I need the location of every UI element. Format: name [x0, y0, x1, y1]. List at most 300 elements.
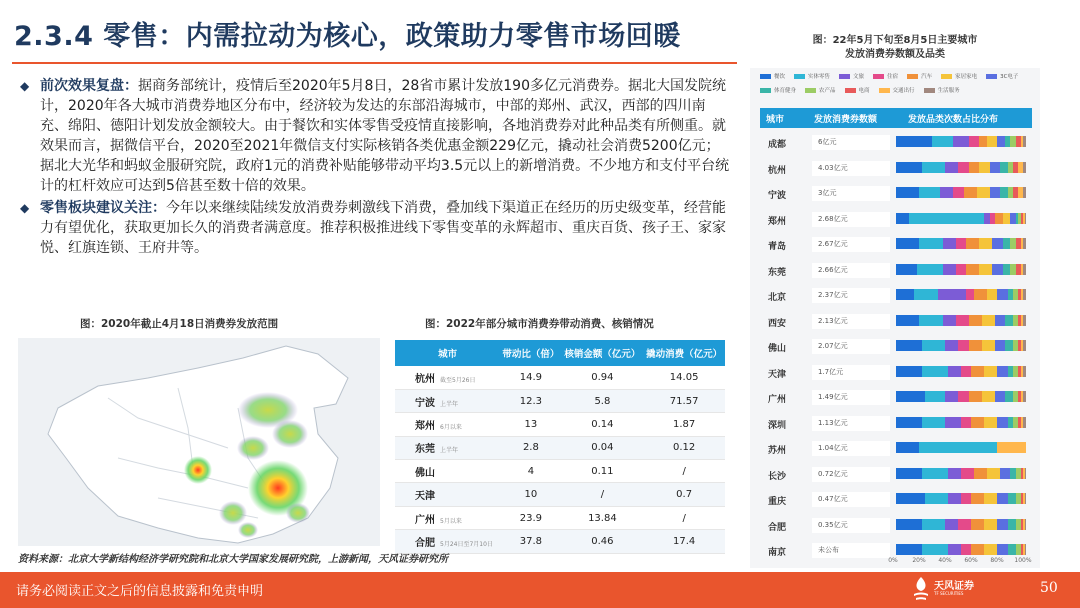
bar-segment — [945, 519, 958, 530]
chart-category-label: 合肥 — [767, 522, 786, 533]
chart-amount-label: 2.67亿元 — [812, 237, 890, 252]
x-tick-label: 20% — [912, 557, 926, 564]
bar-segment — [917, 264, 943, 275]
bar-segment — [956, 264, 966, 275]
bar-segment — [971, 366, 984, 377]
x-tick-label: 80% — [990, 557, 1004, 564]
chart-category-label: 佛山 — [767, 344, 786, 354]
bar-segment — [984, 519, 997, 530]
bar-segment — [964, 187, 977, 198]
heat-map — [18, 338, 380, 546]
right-header-share: 发放品类次数占比分布 — [908, 115, 999, 125]
bar-segment — [938, 289, 967, 300]
bar-segment — [974, 468, 987, 479]
map-caption: 图：2020年截止4月18日消费券发放范围 — [80, 318, 279, 330]
chart-category-label: 西安 — [767, 318, 786, 329]
legend-swatch — [986, 74, 997, 79]
bar-segment — [896, 315, 919, 326]
bar-segment — [1023, 136, 1026, 147]
bar-segment — [974, 289, 987, 300]
table-cell-verified: 0.11 — [562, 460, 644, 483]
bar-segment — [922, 544, 948, 555]
bar-segment — [1008, 519, 1016, 530]
chart-category-label: 长沙 — [767, 471, 786, 482]
bullet-text: 据商务部统计，疫情后至2020年5月8日，28省市累计发放190多亿元消费券。据北大国发院统计，2020年各大城市消费券地区分布中，经济较为发达的东部沿海城市，中部的郑州、武汉，西部的四川南充、绵阳、德阳计划发放金额较大。由于餐饮和实体零售受疫情直接影响，各地消费券对此种品类有所侧重。就效果而言，据微信平台，2020至2021年微信支付实际核销各类优惠金额229亿元，撬动社会消费5200亿元；据北大光华和蚂蚁金服研究院，政府1元的消费补贴能够带动平均3.5元以上的新增消费。不少地方和支付平台统计的杠杆效应可达到5倍甚至数十倍的效果。 — [40, 78, 730, 194]
bar-segment — [922, 162, 945, 173]
bar-segment — [1023, 162, 1026, 173]
bar-segment — [997, 544, 1007, 555]
bar-segment — [958, 162, 968, 173]
bar-segment — [958, 340, 968, 351]
chart-amount-label: 1.13亿元 — [812, 416, 890, 431]
table-row — [395, 389, 725, 412]
bar-segment — [948, 493, 961, 504]
chart-amount-label: 未公布 — [812, 543, 890, 558]
bar-segment — [956, 315, 969, 326]
chart-amount-label: 0.72亿元 — [812, 467, 890, 482]
bullet-heading: 零售板块建议关注： — [40, 200, 166, 216]
chart-row — [760, 309, 1032, 335]
legend-swatch — [760, 88, 771, 93]
table-cell-city — [395, 389, 500, 412]
city-name: 广州 — [415, 514, 435, 526]
table-header-row — [395, 340, 725, 366]
bar-segment — [953, 136, 969, 147]
bar-segment — [1025, 493, 1026, 504]
brand-name-en: TF SECURITIES — [934, 591, 964, 596]
stacked-bar — [896, 417, 1026, 428]
legend-swatch — [760, 74, 771, 79]
chart-row — [760, 513, 1032, 539]
table-header-verified: 核销金额（亿元） — [562, 340, 644, 366]
chart-category-label: 南京 — [767, 548, 786, 558]
table-cell-ratio: 12.3 — [500, 389, 561, 412]
x-tick-label: 60% — [964, 557, 978, 564]
chart-amount-label: 0.35亿元 — [812, 518, 890, 533]
city-period-note: 上半年 — [440, 400, 459, 408]
bar-segment — [971, 417, 984, 428]
table-cell-leverage: / — [643, 460, 725, 483]
legend-entry — [845, 86, 870, 94]
legend-label: 汽车 — [921, 74, 933, 80]
bar-segment — [992, 264, 1002, 275]
bar-segment — [984, 493, 997, 504]
bar-segment — [961, 544, 971, 555]
legend-label: 文旅 — [853, 74, 865, 80]
stacked-bar — [896, 519, 1026, 530]
chart-row — [760, 258, 1032, 284]
chart-row — [760, 181, 1032, 207]
chart-category-label: 深圳 — [767, 420, 786, 431]
stacked-bar — [896, 289, 1026, 300]
bullet-item — [18, 198, 730, 258]
bar-segment — [995, 340, 1005, 351]
chart-row — [760, 360, 1032, 386]
chart-row — [760, 385, 1032, 411]
chart-amount-label: 4.03亿元 — [812, 161, 890, 176]
bar-segment — [1023, 289, 1026, 300]
bar-segment — [896, 187, 919, 198]
bar-segment — [945, 417, 961, 428]
stacked-bar — [896, 264, 1026, 275]
bar-segment — [896, 366, 922, 377]
chart-row — [760, 334, 1032, 360]
bar-segment — [896, 136, 932, 147]
bar-segment — [896, 468, 922, 479]
bar-segment — [922, 519, 945, 530]
city-name: 东莞 — [415, 444, 435, 456]
bar-segment — [1000, 162, 1008, 173]
table-cell-verified: 0.14 — [562, 413, 644, 436]
city-period-note: 截至5月26日 — [440, 376, 476, 384]
table-cell-leverage: 14.05 — [643, 366, 725, 389]
bar-segment — [971, 519, 984, 530]
bar-segment — [1023, 340, 1026, 351]
bar-segment — [1023, 417, 1026, 428]
chart-amount-label: 2.07亿元 — [812, 339, 890, 354]
legend-swatch — [839, 74, 850, 79]
footer-bar — [0, 572, 1080, 608]
bar-segment — [1023, 391, 1026, 402]
table-cell-leverage: 0.12 — [643, 436, 725, 459]
table-row — [395, 366, 725, 389]
chart-amount-label: 0.47亿元 — [812, 492, 890, 507]
bar-segment — [943, 315, 956, 326]
table-row — [395, 483, 725, 506]
bar-segment — [1025, 519, 1026, 530]
right-header-amount: 发放消费券数额 — [814, 115, 878, 125]
bar-segment — [987, 136, 997, 147]
legend-entry — [839, 72, 864, 80]
chart-amount-label: 2.68亿元 — [812, 212, 890, 227]
legend-entry — [794, 72, 830, 80]
stacked-bar — [896, 136, 1026, 147]
bar-segment — [925, 391, 946, 402]
bar-segment — [919, 238, 942, 249]
table-cell-verified: 0.04 — [562, 436, 644, 459]
right-caption-line: 图：22年5月下旬至8月5日主要城市 — [812, 35, 978, 46]
bar-segment — [932, 136, 953, 147]
bar-segment — [969, 136, 979, 147]
bar-segment — [1005, 391, 1013, 402]
right-chart-caption — [780, 34, 1010, 62]
legend-label: 电商 — [858, 88, 870, 94]
bar-segment — [1008, 544, 1016, 555]
city-period-note: 上半年 — [440, 447, 459, 455]
city-name: 天津 — [415, 491, 435, 503]
city-name: 郑州 — [415, 420, 435, 432]
bar-segment — [945, 391, 958, 402]
chart-amount-label: 2.13亿元 — [812, 314, 890, 329]
bar-segment — [948, 544, 961, 555]
source-note: 资料来源：北京大学新结构经济学研究院和北京大学国家发展研究院，上游新闻，天风证券研究所 — [18, 554, 448, 565]
bar-segment — [961, 366, 971, 377]
table-cell-city — [395, 436, 500, 459]
bar-segment — [969, 340, 982, 351]
bar-segment — [896, 519, 922, 530]
legend-swatch — [941, 74, 952, 79]
table-header-leverage: 撬动消费（亿元） — [643, 340, 725, 366]
bar-segment — [958, 519, 971, 530]
bar-segment — [896, 493, 925, 504]
legend-label: 实体零售 — [808, 74, 831, 80]
bar-segment — [995, 213, 1003, 224]
chart-category-label: 苏州 — [767, 446, 786, 456]
bar-segment — [1023, 264, 1026, 275]
bullet-list — [18, 76, 730, 260]
bar-segment — [992, 238, 1002, 249]
bar-segment — [896, 417, 922, 428]
legend-label: 3C电子 — [1000, 74, 1019, 80]
bar-segment — [1023, 366, 1026, 377]
bar-segment — [1005, 340, 1013, 351]
bar-segment — [1003, 264, 1011, 275]
chart-category-label: 东莞 — [767, 267, 786, 278]
chart-category-label: 天津 — [767, 369, 786, 380]
chart-category-label: 宁波 — [767, 191, 786, 201]
table-cell-leverage: 71.57 — [643, 389, 725, 412]
bar-segment — [997, 417, 1007, 428]
table-cell-ratio: 2.8 — [500, 436, 561, 459]
bar-segment — [896, 289, 914, 300]
bar-segment — [896, 238, 919, 249]
legend-entry — [873, 72, 898, 80]
bullet-heading: 前次效果复盘： — [40, 78, 138, 94]
bar-segment — [919, 315, 942, 326]
bar-segment — [984, 544, 997, 555]
table-cell-verified: 0.94 — [562, 366, 644, 389]
right-chart-header — [760, 108, 1032, 128]
legend-label: 家居家电 — [955, 74, 978, 80]
table-cell-city — [395, 483, 500, 506]
chart-category-label: 重庆 — [767, 497, 786, 507]
bar-segment — [922, 366, 948, 377]
bar-segment — [997, 366, 1007, 377]
brand-name: 天风证券 — [934, 581, 974, 592]
table-header-ratio: 带动比（倍） — [500, 340, 561, 366]
bar-segment — [914, 289, 937, 300]
bar-segment — [896, 544, 922, 555]
table-cell-leverage: 0.7 — [643, 483, 725, 506]
bar-segment — [971, 493, 984, 504]
table-header-city: 城市 — [395, 340, 500, 366]
chart-amount-label: 1.49亿元 — [812, 390, 890, 405]
bar-segment — [945, 340, 958, 351]
table-cell-verified: 5.8 — [562, 389, 644, 412]
stacked-bar — [896, 391, 1026, 402]
chart-row — [760, 462, 1032, 488]
chart-row — [760, 411, 1032, 437]
legend-label: 生活服务 — [937, 88, 960, 94]
bar-segment — [896, 162, 922, 173]
bar-segment — [982, 340, 995, 351]
bar-segment — [997, 289, 1007, 300]
bar-segment — [966, 289, 974, 300]
table-cell-ratio: 13 — [500, 413, 561, 436]
bullet-text: 今年以来继续陆续发放消费券刺激线下消费，叠加线下渠道正在经历的历史级变革，经营能力有望优化，获取更加长久的消费者满意度。推荐积极推进线下零售变革的永辉超市、重庆百货、孩子王、家家悦、红旗连锁、王府井等。 — [40, 200, 726, 256]
legend-entry — [760, 72, 785, 80]
chart-x-axis — [888, 557, 1032, 567]
bar-segment — [997, 519, 1007, 530]
bar-segment — [896, 264, 917, 275]
bar-segment — [984, 417, 997, 428]
bar-segment — [990, 187, 1000, 198]
bar-segment — [984, 366, 997, 377]
legend-label: 交通出行 — [892, 88, 915, 94]
table-cell-verified: 13.84 — [562, 506, 644, 529]
stacked-bar — [896, 493, 1026, 504]
diamond-icon: ◆ — [20, 201, 30, 215]
bar-segment — [1023, 238, 1026, 249]
bar-segment — [922, 340, 945, 351]
page-number: 50 — [1040, 580, 1058, 596]
chart-row — [760, 487, 1032, 513]
table-cell-city — [395, 366, 500, 389]
title-rule — [12, 62, 737, 64]
city-name: 佛山 — [415, 467, 435, 479]
legend-label: 住宿 — [887, 74, 899, 80]
bullet-item — [18, 76, 730, 196]
legend-swatch — [907, 74, 918, 79]
bar-segment — [919, 442, 997, 453]
stacked-bar — [896, 213, 1026, 224]
chart-row — [760, 130, 1032, 156]
chart-amount-label: 6亿元 — [812, 135, 890, 150]
chart-category-label: 杭州 — [767, 165, 786, 176]
table-caption: 图：2022年部分城市消费券带动消费、核销情况 — [425, 318, 654, 330]
bar-segment — [943, 264, 956, 275]
brand-logo — [912, 576, 974, 606]
bar-segment — [979, 162, 989, 173]
legend-swatch — [924, 88, 935, 93]
chart-legend — [760, 72, 1036, 100]
city-consumption-table — [395, 340, 725, 554]
bar-segment — [1008, 493, 1016, 504]
legend-swatch — [805, 88, 816, 93]
bar-segment — [909, 213, 984, 224]
bar-segment — [1000, 187, 1008, 198]
legend-entry — [760, 86, 796, 94]
chart-row — [760, 156, 1032, 182]
table-cell-leverage: 1.87 — [643, 413, 725, 436]
right-caption-line: 发放消费券数额及品类 — [845, 49, 945, 60]
bar-segment — [969, 315, 982, 326]
city-period-note: 6月以来 — [440, 423, 462, 431]
bar-segment — [956, 238, 966, 249]
bar-segment — [945, 162, 958, 173]
table-cell-ratio: 37.8 — [500, 530, 561, 553]
chart-category-label: 郑州 — [767, 216, 786, 227]
x-tick-label: 40% — [938, 557, 952, 564]
chart-category-label: 广州 — [767, 395, 786, 405]
legend-swatch — [845, 88, 856, 93]
bar-segment — [896, 442, 919, 453]
legend-entry — [805, 86, 836, 94]
chart-amount-label: 2.37亿元 — [812, 288, 890, 303]
bar-segment — [1025, 213, 1026, 224]
table-row — [395, 436, 725, 459]
legend-swatch — [879, 88, 890, 93]
x-tick-label: 0% — [888, 557, 898, 564]
chart-amount-label: 2.66亿元 — [812, 263, 890, 278]
bar-segment — [919, 187, 940, 198]
bar-segment — [896, 391, 925, 402]
bar-segment — [969, 391, 982, 402]
chart-category-label: 北京 — [767, 293, 786, 303]
legend-label: 体育健身 — [774, 88, 797, 94]
stacked-bar — [896, 544, 1026, 555]
bar-segment — [958, 391, 968, 402]
chart-row — [760, 207, 1032, 233]
bar-segment — [1003, 213, 1011, 224]
bar-segment — [979, 264, 992, 275]
table-cell-city — [395, 413, 500, 436]
bar-segment — [922, 468, 948, 479]
bar-segment — [997, 442, 1026, 453]
city-name: 杭州 — [415, 373, 435, 385]
legend-entry — [879, 86, 915, 94]
bar-segment — [990, 162, 1000, 173]
chart-amount-label: 3亿元 — [812, 186, 890, 201]
bar-segment — [1005, 315, 1013, 326]
chart-row — [760, 283, 1032, 309]
table-row — [395, 506, 725, 529]
chart-row — [760, 436, 1032, 462]
bar-segment — [966, 264, 979, 275]
bar-segment — [979, 238, 992, 249]
bar-segment — [961, 468, 974, 479]
city-name: 合肥 — [415, 537, 435, 549]
bar-segment — [925, 493, 948, 504]
page-title: 2.3.4 零售：内需拉动为核心，政策助力零售市场回暖 — [14, 21, 681, 52]
bar-segment — [1025, 544, 1026, 555]
table-cell-ratio: 14.9 — [500, 366, 561, 389]
bar-segment — [982, 315, 995, 326]
bar-segment — [995, 315, 1005, 326]
table-cell-ratio: 10 — [500, 483, 561, 506]
chart-amount-label: 1.7亿元 — [812, 365, 890, 380]
stacked-bar — [896, 366, 1026, 377]
bar-segment — [982, 391, 995, 402]
bar-segment — [969, 162, 979, 173]
table-cell-ratio: 4 — [500, 460, 561, 483]
legend-entry — [907, 72, 932, 80]
bar-segment — [987, 468, 1000, 479]
stacked-bar — [896, 340, 1026, 351]
table-row — [395, 413, 725, 436]
legend-entry — [924, 86, 960, 94]
footer-disclaimer: 请务必阅读正文之后的信息披露和免责申明 — [16, 584, 264, 599]
bar-segment — [987, 289, 997, 300]
bar-segment — [971, 544, 984, 555]
chart-category-label: 青岛 — [767, 242, 786, 252]
stacked-bar — [896, 162, 1026, 173]
bar-segment — [1025, 468, 1026, 479]
x-tick-label: 100% — [1014, 557, 1032, 564]
stacked-bar — [896, 468, 1026, 479]
bar-segment — [943, 238, 956, 249]
table-cell-ratio: 23.9 — [500, 506, 561, 529]
bar-segment — [896, 340, 922, 351]
stacked-bar — [896, 238, 1026, 249]
chart-row — [760, 232, 1032, 258]
legend-entry — [941, 72, 977, 80]
bar-segment — [922, 417, 945, 428]
stacked-bar — [896, 315, 1026, 326]
right-header-city: 城市 — [766, 115, 785, 125]
chart-category-label: 成都 — [767, 140, 786, 150]
bar-segment — [940, 187, 953, 198]
